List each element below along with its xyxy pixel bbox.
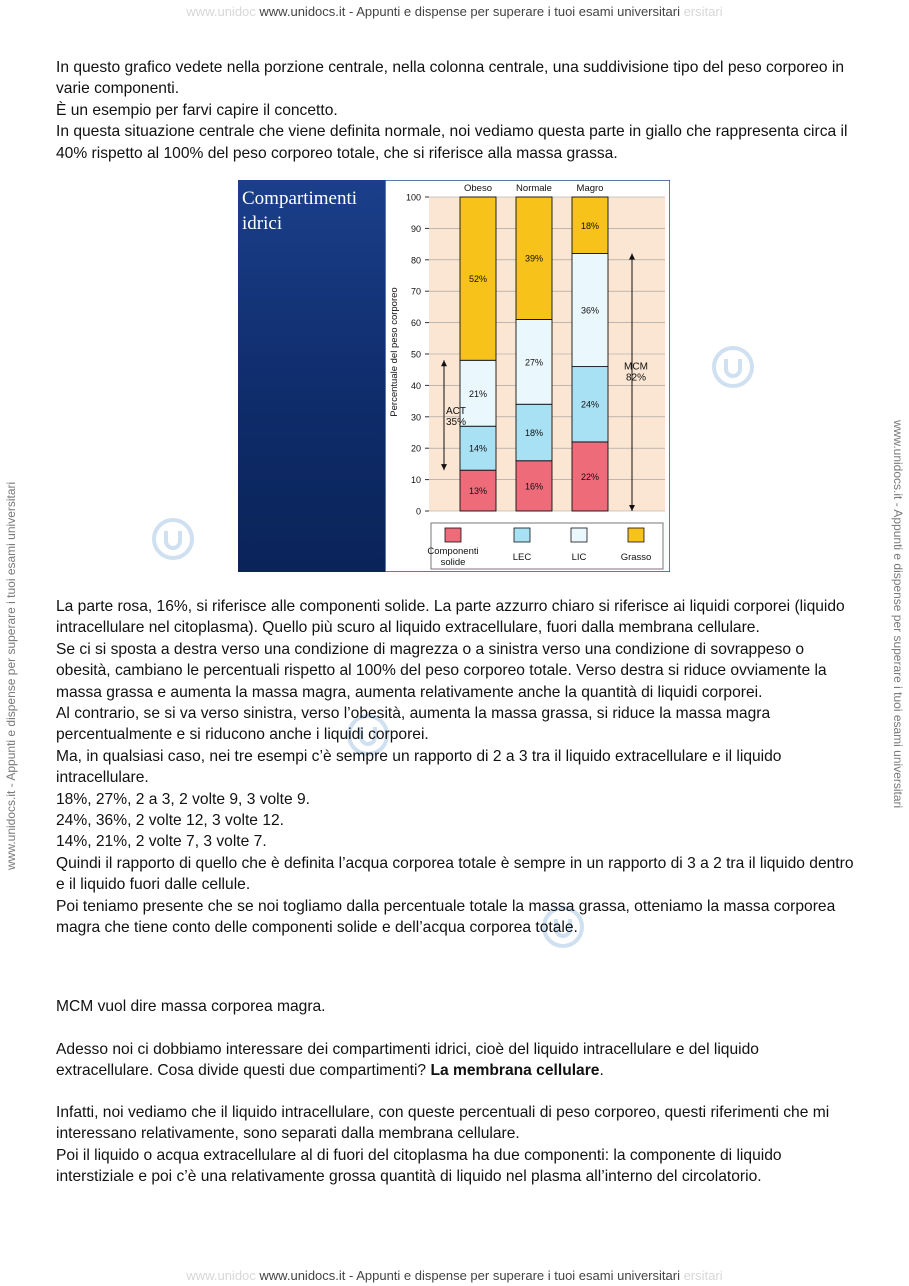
chart-legend: [427, 523, 663, 569]
intro-line: In questo grafico vedete nella porzione centrale, nella colonna centrale, una suddivisione tipo del peso corporeo in varie componenti.: [56, 59, 845, 98]
y-axis-label: Percentuale del peso corporeo: [389, 287, 400, 417]
unidocs-logo-icon: [710, 344, 756, 390]
header-watermark-text: www.unidocs.it - Appunti e dispense per superare i tuoi esami universitari: [259, 4, 680, 19]
question-paragraph: [56, 1039, 856, 1082]
closing-line: Infatti, noi vediamo che il liquido intracellulare, con queste percentuali di peso corporeo, questi riferimenti che mi interessano relativamente, sono separati dalla membrana cellulare.: [56, 1104, 830, 1143]
data-label: 14%: [468, 443, 488, 454]
body-line: Ma, in qualsiasi caso, nei tre esempi c’è sempre un rapporto di 2 a 3 tra il liquido extracellulare e il liquido intracellulare.: [56, 747, 782, 787]
unidocs-logo-icon: [150, 516, 196, 562]
closing-line: Poi il liquido o acqua extracellulare al di fuori del citoplasma ha due componenti: la componente di liquido interstiziale e poi c’è una relativamente grossa quantità di liquido nel plasma all’interno del circolatorio.: [56, 1146, 782, 1186]
body-line: Al contrario, se si va verso sinistra, verso l’obesità, aumenta la massa grassa, si riduce la massa magra percentualmente e si riducono anche i liquidi corporei.: [56, 705, 771, 744]
data-label: 16%: [524, 481, 544, 492]
ghost-watermark-right: ersitari: [683, 4, 723, 19]
stacked-bar-chart: [385, 180, 670, 572]
y-tick-label: 20: [410, 443, 421, 454]
chart-panel: [385, 180, 670, 572]
y-tick-label: 80: [410, 255, 421, 266]
y-tick-label: 0: [415, 506, 421, 517]
intro-line: In questa situazione centrale che viene definita normale, noi vediamo questa parte in giallo che rappresenta circa il 40% rispetto al 100% del peso corporeo totale, che si riferisce alla massa grassa.: [56, 123, 848, 162]
footer-watermark-text: www.unidocs.it - Appunti e dispense per superare i tuoi esami universitari: [259, 1268, 680, 1283]
data-label: 27%: [524, 357, 544, 368]
y-tick-label: 40: [410, 380, 421, 391]
question-end: .: [599, 1062, 604, 1080]
legend-label: LIC: [571, 552, 587, 563]
act-label: ACT: [446, 406, 466, 418]
question-text: Adesso noi ci dobbiamo interessare dei compartimenti idrici, cioè del liquido intracellulare e del liquido extracellulare. Cosa divide questi due compartimenti?: [56, 1041, 759, 1080]
question-line: [56, 1039, 856, 1082]
figure-title: [242, 186, 382, 236]
body-line: 18%, 27%, 2 a 3, 2 volte 9, 3 volte 9.: [56, 790, 310, 808]
body-line: La parte rosa, 16%, si riferisce alle componenti solide. La parte azzurro chiaro si riferisce ai liquidi corporei (liquido intracellulare nel citoplasma). Quello più scuro al liquido extracellulare, fuori dalla membrana cellulare.: [56, 598, 845, 637]
body-line: 14%, 21%, 2 volte 7, 3 volte 7.: [56, 833, 267, 851]
legend-label: Componenti: [427, 546, 479, 557]
right-side-watermark: www.unidocs.it - Appunti e dispense per superare i tuoi esami universitari: [891, 420, 905, 809]
legend-label: Grasso: [620, 552, 652, 563]
y-tick-label: 60: [410, 318, 421, 329]
figure-title-line: idrici: [242, 213, 283, 234]
ghost-watermark-left: www.unidoc: [186, 4, 256, 19]
data-label: 24%: [580, 399, 600, 410]
body-line: 24%, 36%, 2 volte 12, 3 volte 12.: [56, 812, 284, 830]
y-tick-label: 10: [410, 475, 421, 486]
intro-line: È un esempio per farvi capire il concetto.: [56, 101, 338, 119]
legend-swatch: [514, 528, 530, 542]
legend-swatch: [445, 528, 461, 542]
legend-swatch: [628, 528, 644, 542]
legend-label: LEC: [512, 552, 532, 563]
category-label: Magro: [576, 183, 604, 194]
header-watermark: [0, 4, 909, 19]
body-line: Quindi il rapporto di quello che è definita l’acqua corporea totale è sempre in un rapporto di 3 a 2 tra il liquido dentro e il liquido fuori dalle cellule.: [56, 854, 854, 894]
figure-title-line: Compartimenti: [242, 188, 358, 209]
mcm-value: 82%: [625, 372, 647, 384]
explanation-paragraph: [56, 596, 856, 939]
category-label: Obeso: [464, 183, 492, 194]
data-label: 36%: [580, 305, 600, 316]
figure-title-panel: [238, 180, 385, 572]
data-label: 52%: [468, 274, 488, 285]
y-tick-label: 50: [410, 349, 421, 360]
data-label: 21%: [468, 388, 488, 399]
mcm-definition-text: MCM vuol dire massa corporea magra.: [56, 998, 326, 1015]
ghost-watermark-right-bottom: ersitari: [683, 1268, 723, 1283]
category-label: Normale: [516, 183, 552, 194]
mcm-definition: [56, 996, 856, 1017]
left-side-watermark: www.unidocs.it - Appunti e dispense per superare i tuoi esami universitari: [4, 481, 18, 870]
data-label: 39%: [524, 253, 544, 264]
body-line: Se ci si sposta a destra verso una condizione di magrezza o a sinistra verso una condizione di sovrappeso o obesità, cambiano le percentuali rispetto al 100% del peso corporeo totale. Verso destra si riduce ovviamente la massa grassa e aumenta la massa magra, aumenta relativamente anche la quantità di liquidi corporei.: [56, 640, 827, 701]
y-tick-label: 90: [410, 223, 421, 234]
ghost-watermark-left-bottom: www.unidoc: [186, 1268, 256, 1283]
bars: [460, 197, 608, 511]
category-labels: [464, 183, 603, 194]
act-value: 35%: [445, 417, 467, 429]
closing-paragraph: [56, 1102, 856, 1188]
mcm-label: MCM: [624, 361, 648, 373]
y-tick-label: 100: [405, 192, 421, 203]
data-label: 22%: [580, 471, 600, 482]
compartimenti-idrici-figure: [238, 180, 670, 572]
body-line: Poi teniamo presente che se noi togliamo dalla percentuale totale la massa grassa, otteniamo la massa corporea magra che tiene conto delle componenti solide e dell’acqua corporea totale.: [56, 897, 836, 937]
question-answer: La membrana cellulare: [430, 1062, 600, 1080]
footer-watermark: [0, 1268, 909, 1283]
legend-swatch: [571, 528, 587, 542]
data-label: 18%: [524, 428, 544, 438]
intro-paragraph: [56, 57, 856, 164]
y-tick-label: 70: [410, 286, 421, 297]
y-tick-label: 30: [410, 412, 421, 423]
data-label: 13%: [468, 486, 488, 497]
data-label: 18%: [580, 220, 600, 231]
legend-label: solide: [440, 557, 466, 568]
